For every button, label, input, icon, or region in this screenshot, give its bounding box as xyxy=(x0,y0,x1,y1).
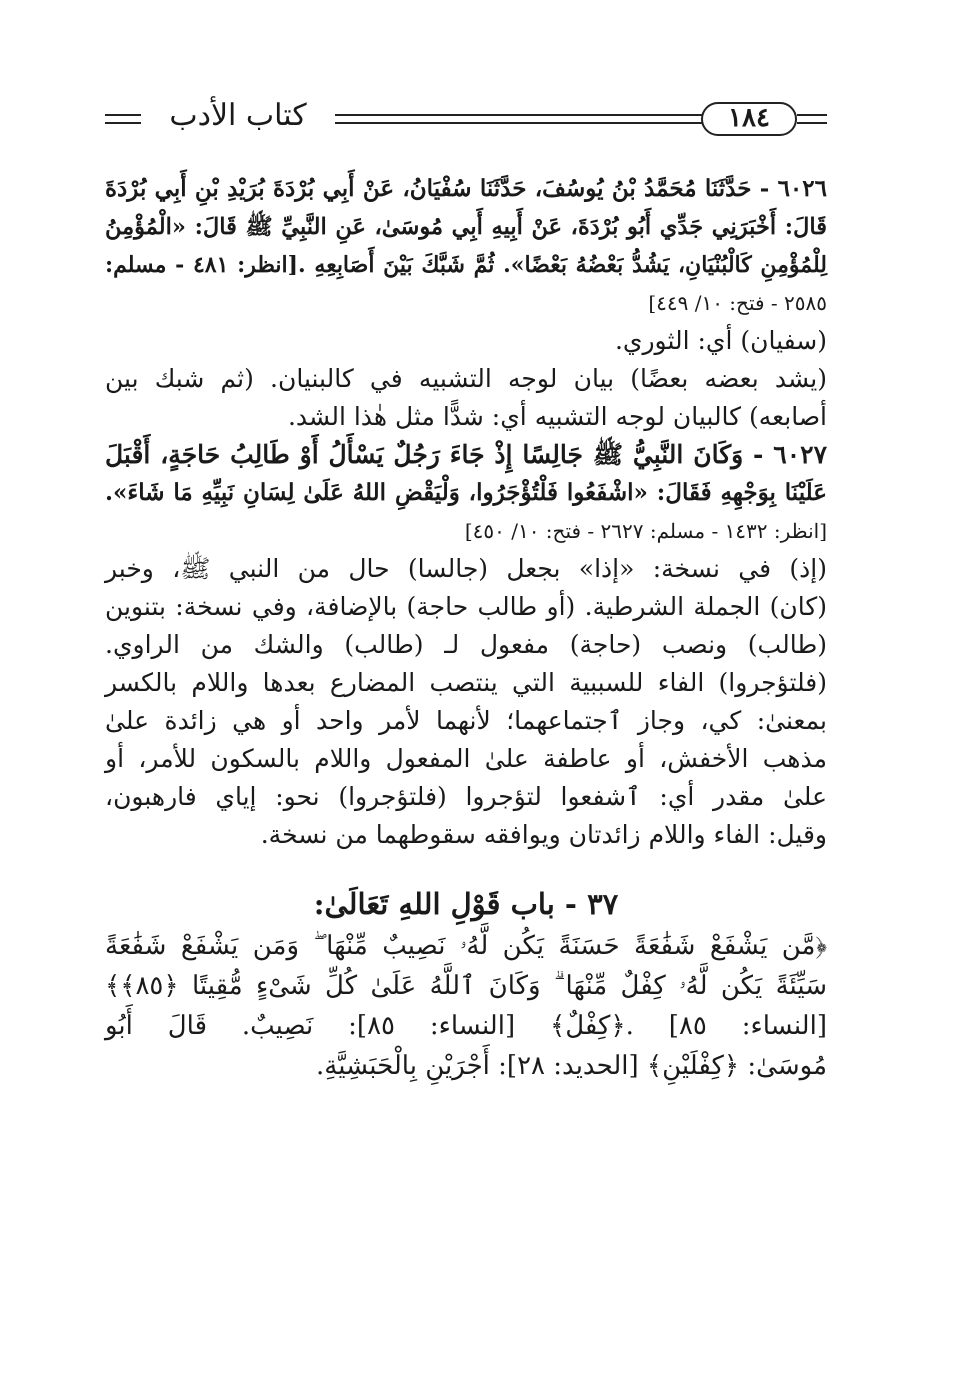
commentary-line: (يشد بعضه بعضًا) بيان لوجه التشبيه في كالبنيان. (ثم شبك بين xyxy=(105,364,827,393)
hadith-line: عَلَيْنَا بِوَجْهِهِ فَقَالَ: «اشْفَعُوا فَلْتُؤْجَرُوا، وَلْيَقْضِ اللهُ عَلَىٰ لِسَانِ نَبِيِّهِ مَا شَاءَ». xyxy=(105,479,827,506)
hadith-line: ٦٠٢٧ - وَكَانَ النَّبِيُّ ﷺ جَالِسًا إِذْ جَاءَ رَجُلٌ يَسْأَلُ أَوْ طَالِبُ حَاجَةٍ، أَقْبَلَ xyxy=(105,440,827,469)
page-number: ١٨٤ xyxy=(701,102,797,136)
commentary-line: (إذ) في نسخة: «إذا» بجعل (جالسا) حال من النبي ﷺ، وخبر xyxy=(105,554,827,583)
hadith-reference: [انظر: ١٤٣٢ - مسلم: ٢٦٢٧ - فتح: ١٠/ ٤٥٠] xyxy=(464,519,827,543)
commentary-line: (سفيان) أي: الثوري. xyxy=(614,326,827,355)
commentary-line: (كان) الجملة الشرطية. (أو طالب حاجة) بالإضافة، وفي نسخة: بتنوين xyxy=(105,592,827,621)
commentary-line: مذهب الأخفش، أو عاطفة علىٰ المفعول واللام بالسكون للأمر، أو xyxy=(105,744,827,773)
book-page xyxy=(105,96,827,1086)
commentary-idh xyxy=(105,550,827,854)
quran-line: مُوسَىٰ: ﴿كِفْلَيْنِ﴾ [الحديد: ٢٨]: أَجْرَيْنِ بِالْحَبَشِيَّةِ. xyxy=(316,1051,827,1081)
commentary-line: وقيل: الفاء واللام زائدتان ويوافقه سقوطهما من نسخة. xyxy=(260,820,827,849)
section-spacer xyxy=(105,854,827,882)
chapter-heading: ٣٧ - باب قَوْلِ اللهِ تَعَالَىٰ: xyxy=(313,887,619,921)
hadith-6026 xyxy=(105,170,827,322)
running-header xyxy=(105,96,827,142)
commentary-yashuddu xyxy=(105,360,827,436)
commentary-line: أصابعه) كالبيان لوجه التشبيه أي: شدًّا مثل هٰذا الشد. xyxy=(287,402,827,431)
commentary-line: (فلتؤجروا) الفاء للسببية التي ينتصب المضارع بعدها واللام بالكسر xyxy=(105,668,827,697)
book-title: كتاب الأدب xyxy=(169,98,307,133)
hadith-line: قَالَ: أَخْبَرَنِي جَدِّي أَبُو بُرْدَةَ، عَنْ أَبِيهِ أَبِي مُوسَىٰ، عَنِ النَّبِيِّ ﷺ قَالَ: «الْمُؤْمِنُ xyxy=(105,214,827,240)
commentary-sufyan xyxy=(105,322,827,360)
hadith-line: لِلْمُؤْمِنِ كَالْبُنْيَانِ، يَشُدُّ بَعْضُهُ بَعْضًا». ثُمَّ شَبَّكَ بَيْنَ أَصَابِعِهِ .[انظر: ٤٨١ - مسلم: xyxy=(105,252,828,278)
quran-verse-block xyxy=(105,926,827,1086)
header-rule-right xyxy=(797,114,827,124)
hadith-6027 xyxy=(105,436,827,550)
commentary-line: بمعنىٰ: كي، وجاز ٱجتماعهما؛ لأنهما لأمر واحد أو هي زائدة علىٰ xyxy=(105,706,827,735)
hadith-reference: ٢٥٨٥ - فتح: ١٠/ ٤٤٩] xyxy=(648,291,827,315)
page-content xyxy=(105,170,827,1086)
quran-line: [النساء: ٨٥] .﴿كِفْلٌ﴾ [النساء: ٨٥]: نَصِيبٌ. قَالَ أَبُو xyxy=(105,1011,827,1041)
header-rule-left xyxy=(105,114,141,124)
hadith-line: ٦٠٢٦ - حَدَّثَنَا مُحَمَّدُ بْنُ يُوسُفَ، حَدَّثَنَا سُفْيَانُ، عَنْ أَبِي بُرْدَةَ بُرَيْدِ بْنِ أَبِي بُرْدَةَ xyxy=(105,175,827,202)
header-rule-middle xyxy=(335,114,703,124)
commentary-line: (طالب) ونصب (حاجة) مفعول لـ (طالب) والشك من الراوي. xyxy=(105,630,827,659)
commentary-line: علىٰ مقدر أي: ٱشفعوا لتؤجروا (فلتؤجروا) نحو: إياي فارهبون، xyxy=(105,782,827,811)
quran-line: سَيِّئَةً يَكُن لَّهُۥ كِفْلٌ مِّنْهَا ۗ وَكَانَ ٱللَّهُ عَلَىٰ كُلِّ شَىْءٍ مُّقِيتًا ﴿٨٥﴾﴾ xyxy=(105,971,827,1001)
quran-line: ﴿مَّن يَشْفَعْ شَفَٰعَةً حَسَنَةً يَكُن لَّهُۥ نَصِيبٌ مِّنْهَا ۖ وَمَن يَشْفَعْ شَفَٰعَةً xyxy=(105,931,827,961)
